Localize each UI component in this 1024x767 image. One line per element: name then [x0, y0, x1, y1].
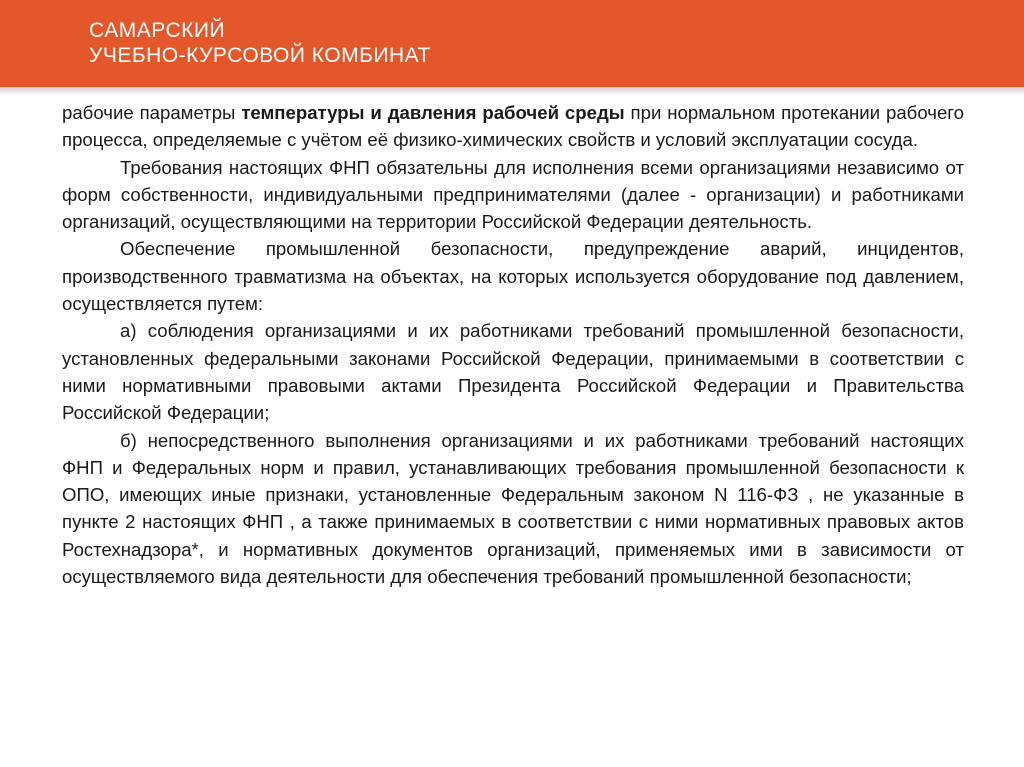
- paragraph-1-text-b: при нормальном протекании рабочего процесса, определяемые с учётом её физико-химических свойств и условий эксплуатации сосуда.: [62, 102, 964, 151]
- header-bar: [0, 0, 1024, 87]
- paragraph-1-text-a: рабочие параметры: [62, 102, 242, 123]
- brand-line-2: УЧЕБНО-КУРСОВОЙ КОМБИНАТ: [89, 44, 431, 67]
- paragraph-2: Требования настоящих ФНП обязательны для исполнения всеми организациями независимо от форм собственности, индивидуальными предпринимателями (далее - организации) и работниками организаций, осуществляющими на территории Российской Федерации деятельность.: [62, 156, 964, 233]
- paragraph-1-bold: температуры и давления рабочей среды: [241, 102, 625, 123]
- paragraph-4: а) соблюдения организациями и их работниками требований промышленной безопасности, установленных федеральными законами Российской Федерации, принимаемыми в соответствии с ними нормативными правовыми актами Президента Российской Федерации и Правительства Российской Федерации;: [62, 320, 964, 424]
- brand-logo-text: [89, 18, 431, 68]
- paragraph-3: Обеспечение промышленной безопасности, предупреждение аварий, инцидентов, производственного травматизма на объектах, на которых используется оборудование под давлением, осуществляется путем:: [62, 238, 964, 315]
- document-body: [62, 99, 964, 590]
- paragraph-1: [62, 99, 964, 154]
- brand-line-1: САМАРСКИЙ: [89, 19, 226, 42]
- header-shadow: [0, 87, 1024, 95]
- paragraph-5: б) непосредственного выполнения организациями и их работниками требований настоящих ФНП и Федеральных норм и правил, устанавливающих требования промышленной безопасности к ОПО, имеющих иные признаки, установленные Федеральным законом N 116-ФЗ , не указанные в пункте 2 настоящих ФНП , а также принимаемых в соответствии с ними нормативных правовых актов Ростехнадзора*, и нормативных документов организаций, применяемых ими в зависимости от осуществляемого вида деятельности для обеспечения требований промышленной безопасности;: [62, 429, 964, 588]
